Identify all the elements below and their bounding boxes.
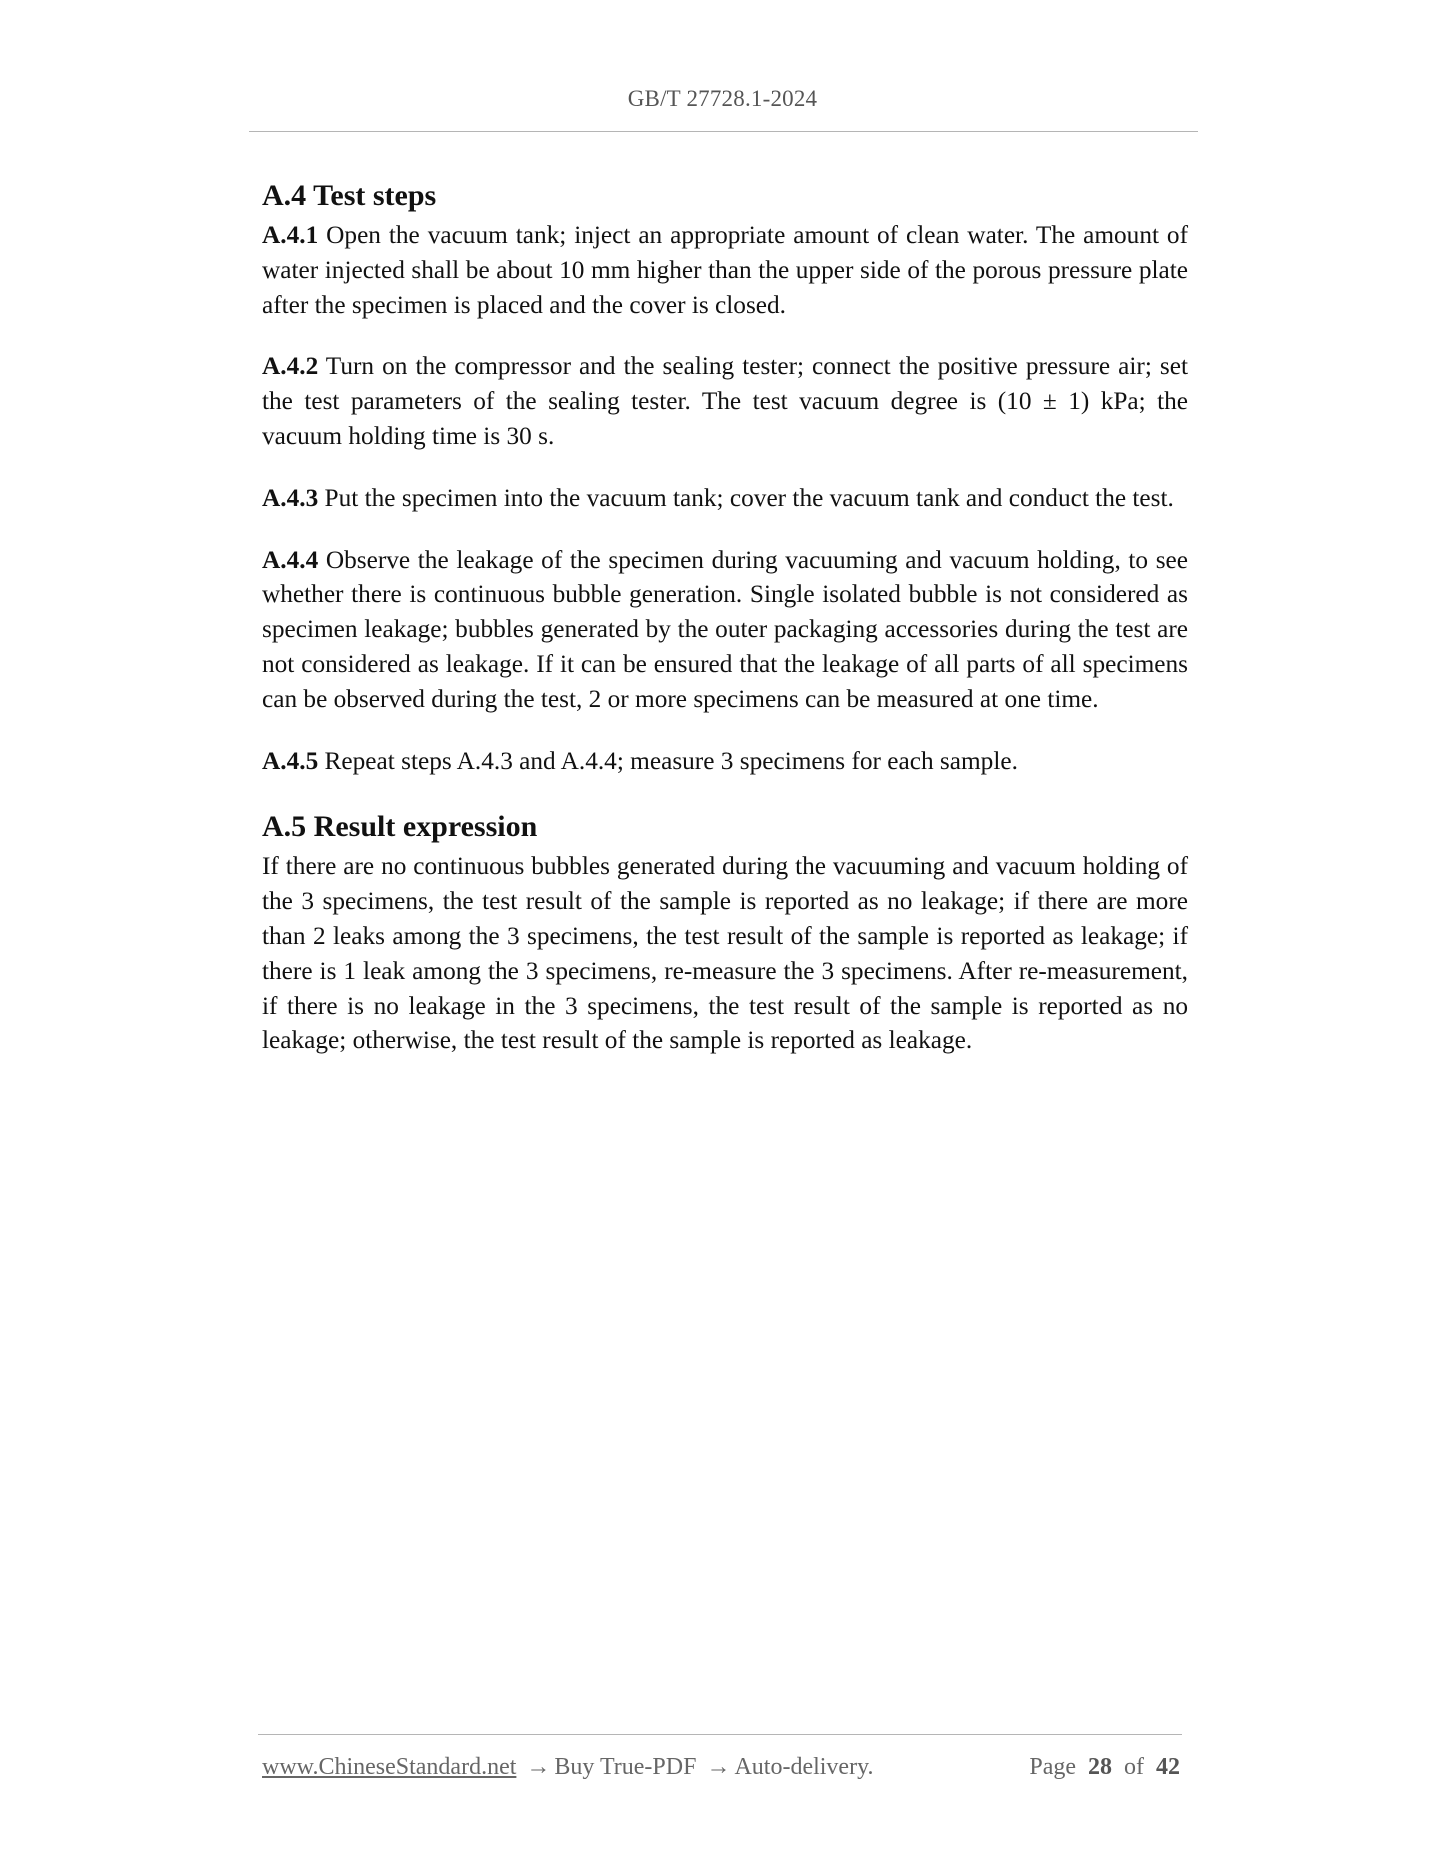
clause-a-4-3	[262, 481, 1188, 516]
arrow-right-icon: →	[526, 1754, 551, 1780]
clause-a-4-1	[262, 218, 1188, 322]
clause-text: Put the specimen into the vacuum tank; cover the vacuum tank and conduct the test.	[324, 483, 1174, 512]
of-label: of	[1124, 1754, 1144, 1780]
clause-a-4-4	[262, 543, 1188, 717]
clause-text: Open the vacuum tank; inject an appropriate amount of clean water. The amount of water injected shall be about 10 mm higher than the upper side of the porous pressure plate after the specimen is placed and the cover is closed.	[262, 221, 1189, 319]
section-heading-a5: A.5 Result expression	[262, 810, 538, 844]
clause-text: Observe the leakage of the specimen during vacuuming and vacuum holding, to see whether there is continuous bubble generation. Single isolated bubble is not considered as specimen leakage; bubbles generated by the outer packaging accessories during the test are not considered as leakage. If it can be ensured that the leakage of all parts of all specimens can be observed during the test, 2 or more specimens can be measured at one time.	[262, 545, 1189, 713]
clause-a-4-5	[262, 744, 1188, 779]
arrow-right-icon: →	[706, 1754, 731, 1780]
footer-divider	[258, 1734, 1182, 1735]
page-content	[262, 174, 1188, 1085]
website-link[interactable]: www.ChineseStandard.net	[262, 1754, 517, 1780]
total-pages: 42	[1156, 1754, 1180, 1780]
current-page: 28	[1088, 1754, 1112, 1780]
clause-a-4-2	[262, 349, 1188, 453]
page-label: Page	[1029, 1754, 1076, 1780]
auto-delivery-text: Auto-delivery.	[734, 1754, 874, 1780]
clause-number: A.4.4	[262, 545, 319, 574]
document-id-header: GB/T 27728.1-2024	[627, 86, 818, 111]
clause-number: A.4.1	[262, 221, 319, 249]
clause-number: A.4.5	[262, 746, 319, 775]
page-number	[1029, 1754, 1180, 1781]
clause-text: Turn on the compressor and the sealing tester; connect the positive pressure air; set the test parameters of the sealing tester. The test vacuum degree is (10 ± 1) kPa; the vacuum holding time is 30 s.	[262, 352, 1188, 450]
footer-purchase-info	[262, 1754, 874, 1781]
clause-number: A.4.3	[262, 483, 319, 512]
result-expression-text: If there are no continuous bubbles generated during the vacuuming and vacuum holding of the 3 specimens, the test result of the sample is reported as no leakage; if there are more than 2 leaks among the 3 specimens, the test result of the sample is reported as leakage; if there is 1 leak among the 3 specimens, re-measure the 3 specimens. After re-measurement, if there is no leakage in the 3 specimens, the test result of the sample is reported as no leakage; otherwise, the test result of the sample is reported as leakage.	[262, 852, 1188, 1055]
header-divider	[249, 131, 1198, 132]
clause-text: Repeat steps A.4.3 and A.4.4; measure 3 specimens for each sample.	[324, 746, 1018, 775]
section-heading-a4: A.4 Test steps	[262, 179, 437, 212]
clause-number: A.4.2	[262, 352, 319, 381]
buy-pdf-text: Buy True-PDF	[554, 1754, 697, 1780]
